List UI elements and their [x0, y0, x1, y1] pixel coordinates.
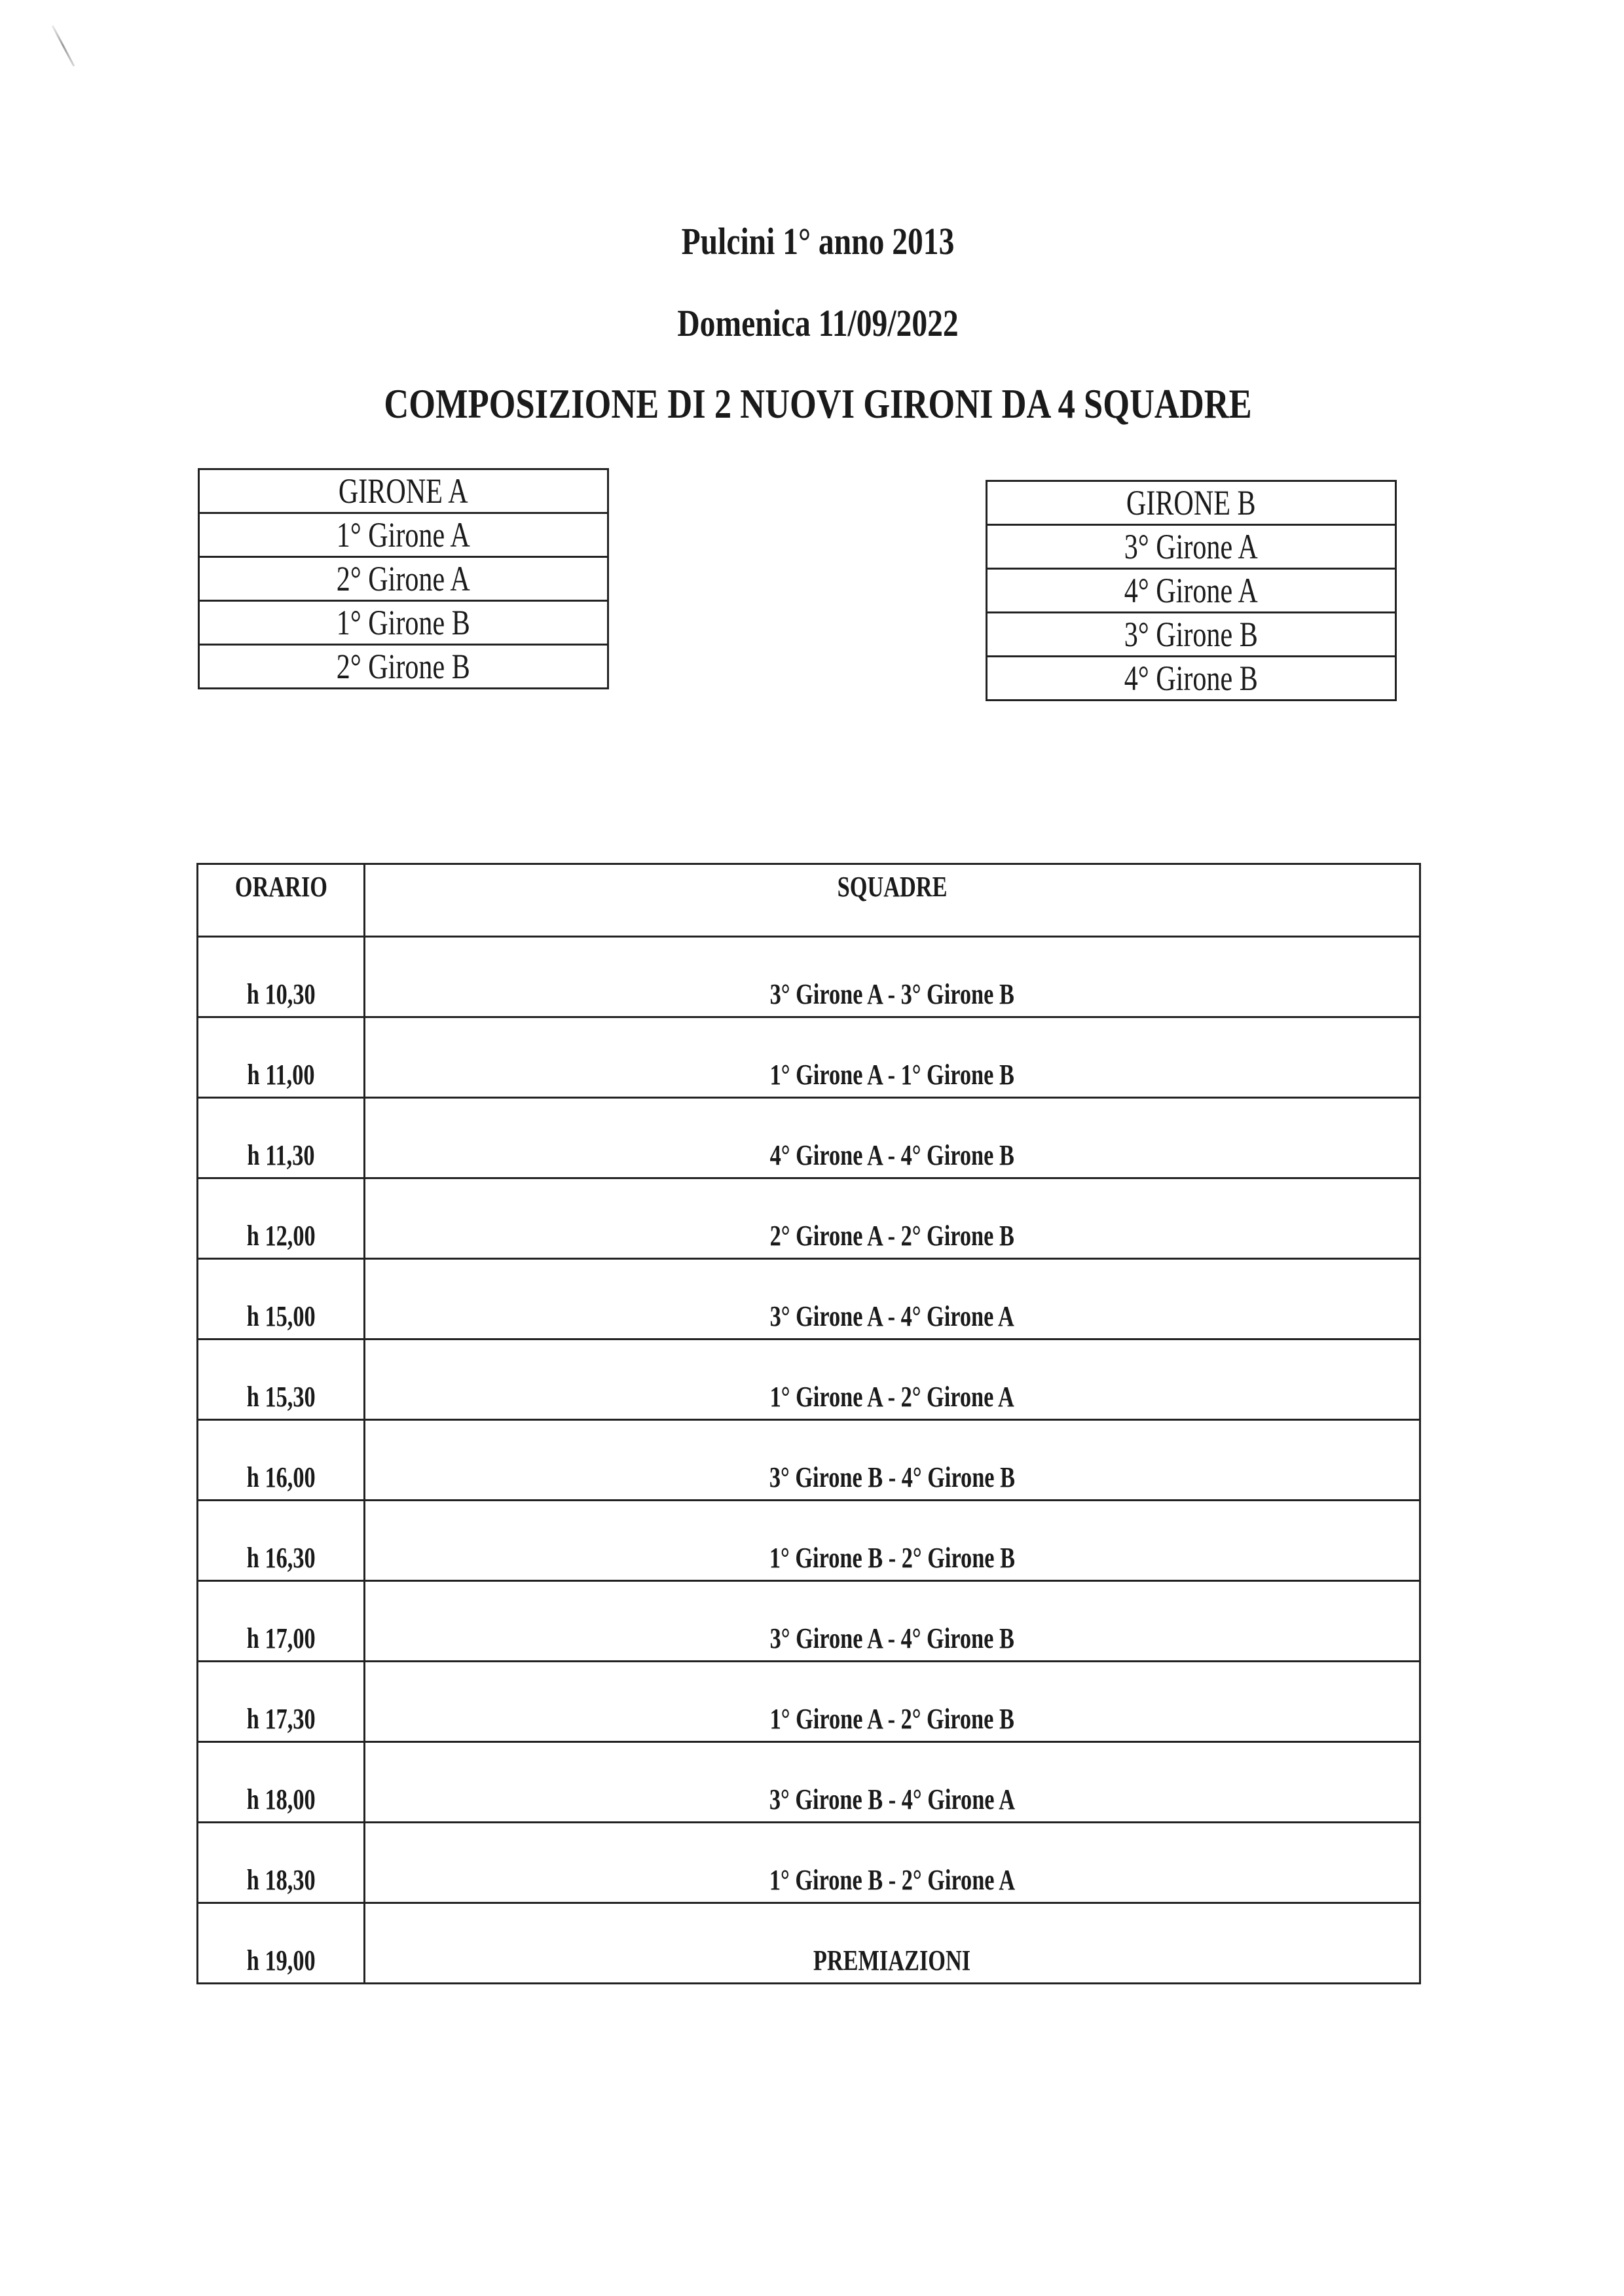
match-teams: 3° Girone B - 4° Girone A — [365, 1742, 1420, 1823]
match-time: h 18,30 — [198, 1823, 365, 1903]
girone-a-team: 1° Girone B — [199, 601, 608, 645]
match-teams: 1° Girone A - 1° Girone B — [365, 1017, 1420, 1098]
match-time: h 17,00 — [198, 1581, 365, 1662]
schedule-header-row — [198, 864, 1420, 937]
match-time: h 18,00 — [198, 1742, 365, 1823]
match-teams: 1° Girone B - 2° Girone B — [365, 1501, 1420, 1581]
table-row — [198, 1098, 1420, 1178]
table-row — [198, 1339, 1420, 1420]
match-time: h 12,00 — [198, 1178, 365, 1259]
table-row — [198, 1581, 1420, 1662]
match-time: h 11,30 — [198, 1098, 365, 1178]
girone-b-title: GIRONE B — [987, 481, 1396, 525]
table-row — [198, 937, 1420, 1017]
table-row — [198, 1178, 1420, 1259]
match-teams: 1° Girone A - 2° Girone B — [365, 1662, 1420, 1742]
table-row — [198, 1903, 1420, 1984]
girone-b-team: 4° Girone A — [987, 569, 1396, 613]
category-title: Pulcini 1° anno 2013 — [681, 220, 955, 263]
table-row — [198, 1017, 1420, 1098]
match-teams: PREMIAZIONI — [365, 1903, 1420, 1984]
column-header-time: ORARIO — [198, 864, 365, 937]
match-teams: 1° Girone A - 2° Girone A — [365, 1339, 1420, 1420]
girone-b-team: 3° Girone A — [987, 525, 1396, 569]
match-time: h 17,30 — [198, 1662, 365, 1742]
girone-b-team: 3° Girone B — [987, 613, 1396, 657]
girone-b-team: 4° Girone B — [987, 657, 1396, 701]
match-time: h 10,30 — [198, 937, 365, 1017]
table-row — [198, 1823, 1420, 1903]
girone-a-team: 1° Girone A — [199, 513, 608, 557]
match-teams: 3° Girone A - 4° Girone B — [365, 1581, 1420, 1662]
match-time: h 16,30 — [198, 1501, 365, 1581]
match-time: h 11,00 — [198, 1017, 365, 1098]
girone-b-table — [986, 480, 1397, 701]
girone-a-title: GIRONE A — [199, 469, 608, 513]
scan-artifact — [52, 25, 75, 66]
column-header-teams: SQUADRE — [365, 864, 1420, 937]
match-time: h 15,30 — [198, 1339, 365, 1420]
match-teams: 3° Girone A - 3° Girone B — [365, 937, 1420, 1017]
document-heading: COMPOSIZIONE DI 2 NUOVI GIRONI DA 4 SQUADRE — [384, 380, 1252, 427]
match-time: h 16,00 — [198, 1420, 365, 1501]
match-teams: 3° Girone A - 4° Girone A — [365, 1259, 1420, 1339]
match-teams: 2° Girone A - 2° Girone B — [365, 1178, 1420, 1259]
table-row — [198, 1420, 1420, 1501]
match-time: h 19,00 — [198, 1903, 365, 1984]
table-row — [198, 1259, 1420, 1339]
schedule-table — [196, 863, 1421, 1984]
match-teams: 1° Girone B - 2° Girone A — [365, 1823, 1420, 1903]
event-date: Domenica 11/09/2022 — [677, 302, 959, 344]
table-row — [198, 1501, 1420, 1581]
match-time: h 15,00 — [198, 1259, 365, 1339]
girone-a-table — [198, 468, 609, 689]
girone-a-team: 2° Girone B — [199, 645, 608, 689]
girone-a-team: 2° Girone A — [199, 557, 608, 601]
match-teams: 4° Girone A - 4° Girone B — [365, 1098, 1420, 1178]
table-row — [198, 1742, 1420, 1823]
match-teams: 3° Girone B - 4° Girone B — [365, 1420, 1420, 1501]
table-row — [198, 1662, 1420, 1742]
